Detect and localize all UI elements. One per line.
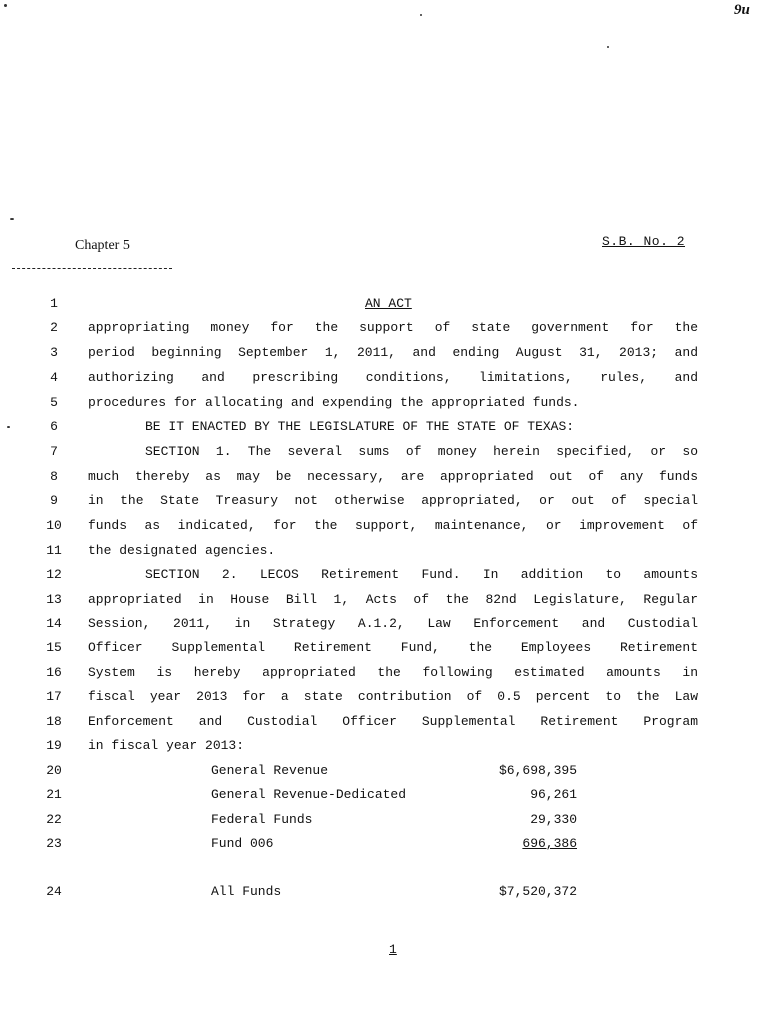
line-text: SECTION 2. LECOS Retirement Fund. In addition to amounts xyxy=(145,567,698,582)
line-number: 3 xyxy=(50,345,58,360)
line-number: 1 xyxy=(50,296,58,311)
fund-name: General Revenue xyxy=(211,763,329,778)
line-number: 4 xyxy=(50,370,58,385)
line-number: 19 xyxy=(46,738,62,753)
line-text: in the State Treasury not otherwise appropriated, or out of special xyxy=(88,493,698,508)
line-text: Officer Supplemental Retirement Fund, the Employees Retirement xyxy=(88,640,698,655)
fund-amount: 96,261 xyxy=(530,787,577,802)
bill-line xyxy=(0,419,770,441)
line-number: 9 xyxy=(50,493,58,508)
line-number: 12 xyxy=(46,567,62,582)
line-number: 13 xyxy=(46,592,62,607)
line-text: appropriating money for the support of state government for the xyxy=(88,320,698,335)
line-text: Session, 2011, in Strategy A.1.2, Law Enforcement and Custodial xyxy=(88,616,698,631)
line-text: procedures for allocating and expending the appropriated funds. xyxy=(88,395,580,410)
line-text: fiscal year 2013 for a state contribution of 0.5 percent to the Law xyxy=(88,689,698,704)
line-number: 14 xyxy=(46,616,62,631)
line-number: 17 xyxy=(46,689,62,704)
line-number: 7 xyxy=(50,444,58,459)
act-title: AN ACT xyxy=(365,296,412,311)
line-text: Enforcement and Custodial Officer Supplemental Retirement Program xyxy=(88,714,698,729)
line-number: 11 xyxy=(46,543,62,558)
line-number: 15 xyxy=(46,640,62,655)
line-number: 2 xyxy=(50,320,58,335)
line-number: 23 xyxy=(46,836,62,851)
line-number: 5 xyxy=(50,395,58,410)
bill-line xyxy=(0,567,770,589)
fund-row xyxy=(0,763,770,785)
line-text: SECTION 1. The several sums of money herein specified, or so xyxy=(145,444,698,459)
enacting-clause: BE IT ENACTED BY THE LEGISLATURE OF THE STATE OF TEXAS: xyxy=(145,419,575,434)
bill-line xyxy=(0,444,770,466)
scan-speck xyxy=(607,46,609,48)
fund-row xyxy=(0,836,770,858)
bill-line xyxy=(0,640,770,662)
bill-line xyxy=(0,345,770,367)
line-number: 8 xyxy=(50,469,58,484)
line-number: 24 xyxy=(46,884,62,899)
fund-row xyxy=(0,812,770,834)
scan-speck xyxy=(10,218,14,220)
line-text: much thereby as may be necessary, are appropriated out of any funds xyxy=(88,469,698,484)
line-text: appropriated in House Bill 1, Acts of the 82nd Legislature, Regular xyxy=(88,592,698,607)
bill-line xyxy=(0,320,770,342)
line-text: funds as indicated, for the support, maintenance, or improvement of xyxy=(88,518,698,533)
fund-name: Fund 006 xyxy=(211,836,274,851)
bill-number: S.B. No. 2 xyxy=(602,234,686,249)
fund-amount: 29,330 xyxy=(530,812,577,827)
page-number: 1 xyxy=(389,942,397,957)
bill-line xyxy=(0,518,770,540)
bill-line xyxy=(0,493,770,515)
fund-amount: 696,386 xyxy=(522,836,577,851)
bill-line xyxy=(0,469,770,491)
line-text: the designated agencies. xyxy=(88,543,276,558)
fund-name: Federal Funds xyxy=(211,812,313,827)
fund-total-row xyxy=(0,884,770,906)
fund-total-name: All Funds xyxy=(211,884,282,899)
fund-amount: $6,698,395 xyxy=(498,763,577,778)
header-rule xyxy=(12,268,172,269)
bill-line xyxy=(0,738,770,760)
scan-speck xyxy=(4,4,7,7)
line-number: 10 xyxy=(46,518,62,533)
line-number: 20 xyxy=(46,763,62,778)
line-number: 22 xyxy=(46,812,62,827)
fund-name: General Revenue-Dedicated xyxy=(211,787,407,802)
line-text: in fiscal year 2013: xyxy=(88,738,245,753)
line-number: 21 xyxy=(46,787,62,802)
line-number: 18 xyxy=(46,714,62,729)
bill-line xyxy=(0,296,770,318)
chapter-label: Chapter 5 xyxy=(75,238,130,253)
scan-speck xyxy=(420,14,422,16)
fund-total-amount: $7,520,372 xyxy=(498,884,577,899)
bill-line xyxy=(0,395,770,417)
bill-line xyxy=(0,665,770,687)
handwritten-corner-mark: 9u xyxy=(734,2,750,18)
fund-row xyxy=(0,787,770,809)
bill-line xyxy=(0,714,770,736)
line-text: authorizing and prescribing conditions, limitations, rules, and xyxy=(88,370,698,385)
bill-line xyxy=(0,370,770,392)
bill-line xyxy=(0,616,770,638)
bill-line xyxy=(0,592,770,614)
line-number: 6 xyxy=(50,419,58,434)
line-number: 16 xyxy=(46,665,62,680)
bill-line xyxy=(0,689,770,711)
bill-line xyxy=(0,543,770,565)
line-text: period beginning September 1, 2011, and ending August 31, 2013; and xyxy=(88,345,698,360)
line-text: System is hereby appropriated the following estimated amounts in xyxy=(88,665,698,680)
